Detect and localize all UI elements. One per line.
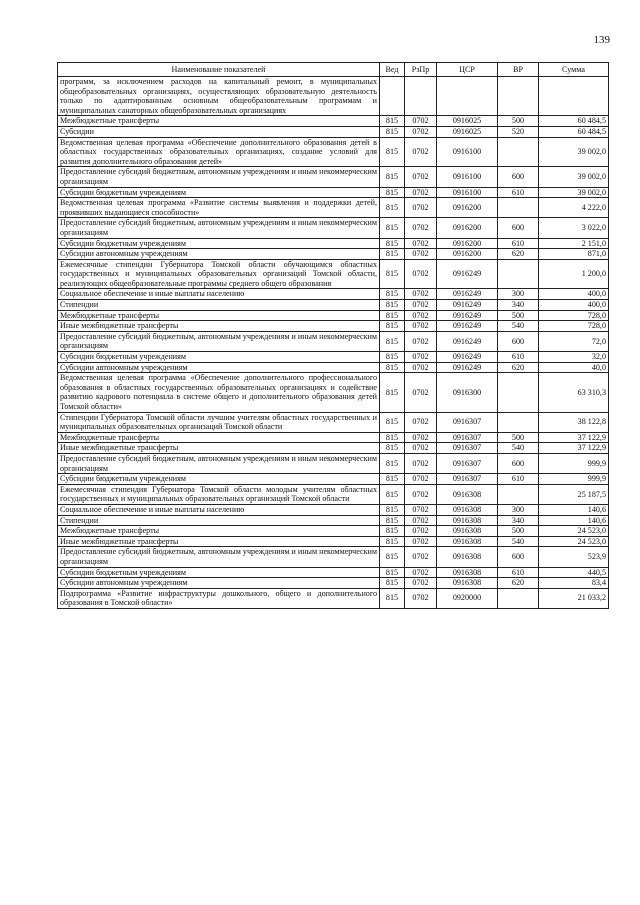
cell-sum: 63 310,3 [539, 373, 609, 412]
table-row [58, 126, 609, 137]
cell-ved: 815 [380, 198, 405, 218]
table-row [58, 515, 609, 526]
cell-rzpr: 0702 [405, 126, 437, 137]
cell-sum: 140,6 [539, 515, 609, 526]
table-row [58, 588, 609, 608]
cell-vr: 340 [498, 300, 539, 311]
cell-vr: 610 [498, 567, 539, 578]
cell-ved [380, 77, 405, 116]
cell-name: Стипендии Губернатора Томской области лучшим учителям областных государственных и муниципальных образовательных организаций Томской области [58, 412, 380, 432]
cell-sum: 728,0 [539, 321, 609, 332]
cell-rzpr: 0702 [405, 249, 437, 260]
cell-rzpr: 0702 [405, 289, 437, 300]
cell-rzpr: 0702 [405, 474, 437, 485]
cell-sum: 25 187,5 [539, 484, 609, 504]
cell-vr [498, 373, 539, 412]
table-row [58, 373, 609, 412]
cell-vr: 540 [498, 536, 539, 547]
cell-ved: 815 [380, 443, 405, 454]
table-row [58, 352, 609, 363]
cell-rzpr: 0702 [405, 526, 437, 537]
cell-name: Предоставление субсидий бюджетным, автономным учреждениям и иным некоммерческим организациям [58, 453, 380, 473]
cell-csr: 0916025 [437, 116, 498, 127]
cell-vr [498, 137, 539, 167]
cell-rzpr: 0702 [405, 588, 437, 608]
cell-ved: 815 [380, 116, 405, 127]
cell-rzpr: 0702 [405, 484, 437, 504]
cell-sum: 2 151,0 [539, 238, 609, 249]
table-body [58, 77, 609, 609]
cell-csr: 0916249 [437, 310, 498, 321]
cell-csr: 0916308 [437, 536, 498, 547]
cell-name: Межбюджетные трансферты [58, 432, 380, 443]
cell-sum: 21 033,2 [539, 588, 609, 608]
table-row [58, 218, 609, 238]
cell-name: Субсидии бюджетным учреждениям [58, 187, 380, 198]
budget-table [57, 62, 609, 609]
cell-name: Межбюджетные трансферты [58, 526, 380, 537]
cell-rzpr: 0702 [405, 515, 437, 526]
cell-rzpr: 0702 [405, 443, 437, 454]
cell-ved: 815 [380, 515, 405, 526]
cell-name: Иные межбюджетные трансферты [58, 536, 380, 547]
header-csr: ЦСР [437, 63, 498, 77]
cell-vr: 500 [498, 526, 539, 537]
table-row [58, 321, 609, 332]
cell-csr: 0916100 [437, 187, 498, 198]
table-row [58, 137, 609, 167]
cell-rzpr: 0702 [405, 432, 437, 443]
cell-name: Предоставление субсидий бюджетным, автономным учреждениям и иным некоммерческим организациям [58, 167, 380, 187]
cell-ved: 815 [380, 484, 405, 504]
cell-ved: 815 [380, 567, 405, 578]
cell-csr: 0916100 [437, 137, 498, 167]
cell-sum: 60 484,5 [539, 116, 609, 127]
cell-ved: 815 [380, 331, 405, 351]
table-row [58, 187, 609, 198]
cell-sum: 37 122,9 [539, 443, 609, 454]
cell-sum: 32,0 [539, 352, 609, 363]
cell-name: Субсидии автономным учреждениям [58, 249, 380, 260]
table-row [58, 526, 609, 537]
cell-csr: 0916308 [437, 515, 498, 526]
cell-csr [437, 77, 498, 116]
cell-vr: 600 [498, 218, 539, 238]
cell-vr [498, 198, 539, 218]
cell-ved: 815 [380, 310, 405, 321]
cell-name: Субсидии бюджетным учреждениям [58, 238, 380, 249]
table-row [58, 331, 609, 351]
table-row [58, 198, 609, 218]
table-row [58, 77, 609, 116]
cell-csr: 0916300 [437, 373, 498, 412]
cell-sum: 400,0 [539, 300, 609, 311]
cell-sum: 40,0 [539, 362, 609, 373]
table-row [58, 536, 609, 547]
cell-csr: 0916308 [437, 526, 498, 537]
cell-ved: 815 [380, 362, 405, 373]
cell-ved: 815 [380, 588, 405, 608]
table-row [58, 259, 609, 289]
cell-csr: 0916200 [437, 238, 498, 249]
cell-csr: 0916025 [437, 126, 498, 137]
table-row [58, 504, 609, 515]
cell-sum: 871,0 [539, 249, 609, 260]
cell-name: Стипендии [58, 300, 380, 311]
cell-sum: 4 222,0 [539, 198, 609, 218]
cell-rzpr: 0702 [405, 504, 437, 515]
cell-sum: 39 002,0 [539, 167, 609, 187]
cell-vr: 540 [498, 443, 539, 454]
cell-vr: 300 [498, 504, 539, 515]
cell-rzpr: 0702 [405, 238, 437, 249]
cell-sum: 140,6 [539, 504, 609, 515]
cell-vr [498, 259, 539, 289]
cell-sum: 3 022,0 [539, 218, 609, 238]
cell-csr: 0916308 [437, 547, 498, 567]
cell-ved: 815 [380, 547, 405, 567]
cell-vr [498, 588, 539, 608]
cell-vr: 340 [498, 515, 539, 526]
cell-ved: 815 [380, 167, 405, 187]
cell-rzpr: 0702 [405, 536, 437, 547]
cell-sum: 728,0 [539, 310, 609, 321]
cell-vr: 600 [498, 331, 539, 351]
cell-csr: 0916249 [437, 331, 498, 351]
cell-rzpr: 0702 [405, 198, 437, 218]
cell-rzpr: 0702 [405, 331, 437, 351]
table-row [58, 116, 609, 127]
cell-vr [498, 77, 539, 116]
cell-rzpr: 0702 [405, 187, 437, 198]
cell-name: Предоставление субсидий бюджетным, автономным учреждениям и иным некоммерческим организациям [58, 331, 380, 351]
cell-rzpr: 0702 [405, 321, 437, 332]
table-row [58, 453, 609, 473]
cell-ved: 815 [380, 578, 405, 589]
cell-name: Ведомственная целевая программа «Развитие системы выявления и поддержки детей, проявивших выдающиеся способности» [58, 198, 380, 218]
cell-csr: 0916200 [437, 198, 498, 218]
cell-sum: 24 523,0 [539, 526, 609, 537]
cell-vr: 620 [498, 362, 539, 373]
cell-csr: 0916307 [437, 432, 498, 443]
cell-csr: 0916249 [437, 289, 498, 300]
header-rzpr: РзПр [405, 63, 437, 77]
table-row [58, 362, 609, 373]
cell-rzpr: 0702 [405, 373, 437, 412]
cell-ved: 815 [380, 432, 405, 443]
cell-vr: 610 [498, 474, 539, 485]
table-row [58, 484, 609, 504]
cell-sum: 60 484,5 [539, 126, 609, 137]
cell-ved: 815 [380, 453, 405, 473]
table-row [58, 474, 609, 485]
table-row [58, 249, 609, 260]
cell-rzpr [405, 77, 437, 116]
cell-sum: 523,9 [539, 547, 609, 567]
cell-vr: 620 [498, 249, 539, 260]
cell-ved: 815 [380, 126, 405, 137]
cell-sum: 1 200,0 [539, 259, 609, 289]
cell-vr: 500 [498, 432, 539, 443]
cell-rzpr: 0702 [405, 412, 437, 432]
cell-sum: 999,9 [539, 453, 609, 473]
cell-vr: 600 [498, 547, 539, 567]
cell-rzpr: 0702 [405, 567, 437, 578]
cell-vr: 540 [498, 321, 539, 332]
cell-sum: 37 122,9 [539, 432, 609, 443]
cell-name: Ежемесячные стипендии Губернатора Томской области обучающимся областных государственных и муниципальных образовательных организаций Томской области, реализующих общеобразовательные программы среднего общего образования [58, 259, 380, 289]
cell-rzpr: 0702 [405, 137, 437, 167]
cell-rzpr: 0702 [405, 352, 437, 363]
cell-rzpr: 0702 [405, 453, 437, 473]
table-row [58, 547, 609, 567]
cell-csr: 0916307 [437, 412, 498, 432]
header-name: Наименование показателей [58, 63, 380, 77]
cell-name: Ведомственная целевая программа «Обеспечение дополнительного профессионального образования в областных государственных образовательных организациях и содействие развитию кадрового потенциала в системе общего и дополнительного образования детей Томской области» [58, 373, 380, 412]
cell-rzpr: 0702 [405, 547, 437, 567]
cell-sum: 24 523,0 [539, 536, 609, 547]
cell-name: Межбюджетные трансферты [58, 116, 380, 127]
cell-sum: 83,4 [539, 578, 609, 589]
cell-csr: 0916249 [437, 259, 498, 289]
table-row [58, 238, 609, 249]
cell-name: Предоставление субсидий бюджетным, автономным учреждениям и иным некоммерческим организациям [58, 547, 380, 567]
cell-name: Ведомственная целевая программа «Обеспечение дополнительного образования детей в областных государственных образовательных организациях, создание условий для развития дополнительного образования детей» [58, 137, 380, 167]
table-row [58, 578, 609, 589]
cell-ved: 815 [380, 187, 405, 198]
cell-name: Субсидии бюджетным учреждениям [58, 567, 380, 578]
cell-csr: 0916200 [437, 249, 498, 260]
table-header-row [58, 63, 609, 77]
cell-ved: 815 [380, 373, 405, 412]
table-row [58, 300, 609, 311]
cell-rzpr: 0702 [405, 362, 437, 373]
cell-ved: 815 [380, 474, 405, 485]
cell-name: Субсидии автономным учреждениям [58, 362, 380, 373]
cell-ved: 815 [380, 238, 405, 249]
cell-vr: 300 [498, 289, 539, 300]
cell-rzpr: 0702 [405, 310, 437, 321]
header-vr: ВР [498, 63, 539, 77]
cell-sum: 38 122,8 [539, 412, 609, 432]
table-row [58, 567, 609, 578]
cell-name: Субсидии бюджетным учреждениям [58, 352, 380, 363]
cell-vr: 600 [498, 167, 539, 187]
cell-rzpr: 0702 [405, 167, 437, 187]
cell-ved: 815 [380, 259, 405, 289]
cell-sum: 72,0 [539, 331, 609, 351]
cell-name: Иные межбюджетные трансферты [58, 443, 380, 454]
cell-ved: 815 [380, 321, 405, 332]
cell-name: Субсидии бюджетным учреждениям [58, 474, 380, 485]
cell-csr: 0916308 [437, 578, 498, 589]
cell-name: Подпрограмма «Развитие инфраструктуры дошкольного, общего и дополнительного образования в Томской области» [58, 588, 380, 608]
cell-sum [539, 77, 609, 116]
cell-name: Социальное обеспечение и иные выплаты населению [58, 504, 380, 515]
page-number: 139 [593, 34, 610, 46]
cell-rzpr: 0702 [405, 259, 437, 289]
cell-ved: 815 [380, 526, 405, 537]
cell-ved: 815 [380, 300, 405, 311]
cell-csr: 0916308 [437, 567, 498, 578]
table-row [58, 443, 609, 454]
cell-name: Субсидии автономным учреждениям [58, 578, 380, 589]
cell-vr: 610 [498, 238, 539, 249]
table-row [58, 412, 609, 432]
table-row [58, 310, 609, 321]
cell-ved: 815 [380, 218, 405, 238]
cell-csr: 0916307 [437, 443, 498, 454]
cell-ved: 815 [380, 412, 405, 432]
cell-csr: 0916200 [437, 218, 498, 238]
cell-name: Предоставление субсидий бюджетным, автономным учреждениям и иным некоммерческим организациям [58, 218, 380, 238]
cell-sum: 400,0 [539, 289, 609, 300]
header-ved: Вед [380, 63, 405, 77]
cell-vr: 620 [498, 578, 539, 589]
cell-ved: 815 [380, 352, 405, 363]
cell-vr [498, 484, 539, 504]
cell-sum: 39 002,0 [539, 187, 609, 198]
cell-csr: 0916249 [437, 362, 498, 373]
cell-csr: 0916307 [437, 474, 498, 485]
cell-csr: 0916249 [437, 352, 498, 363]
cell-sum: 440,5 [539, 567, 609, 578]
table-row [58, 432, 609, 443]
cell-name: Субсидии [58, 126, 380, 137]
table-row [58, 289, 609, 300]
cell-name: Межбюджетные трансферты [58, 310, 380, 321]
cell-csr: 0916249 [437, 321, 498, 332]
cell-vr: 600 [498, 453, 539, 473]
cell-name: программ, за исключением расходов на капитальный ремонт, в муниципальных общеобразовательных организациях, осуществляющих образовательную деятельность только по адаптированным основным общеобразовательным программам и муниципальных санаторных общеобразовательных организациях [58, 77, 380, 116]
cell-csr: 0916249 [437, 300, 498, 311]
header-sum: Сумма [539, 63, 609, 77]
cell-vr [498, 412, 539, 432]
cell-csr: 0916307 [437, 453, 498, 473]
cell-name: Иные межбюджетные трансферты [58, 321, 380, 332]
cell-ved: 815 [380, 289, 405, 300]
cell-sum: 999,9 [539, 474, 609, 485]
cell-csr: 0916308 [437, 504, 498, 515]
table-row [58, 167, 609, 187]
cell-rzpr: 0702 [405, 300, 437, 311]
cell-rzpr: 0702 [405, 218, 437, 238]
cell-vr: 500 [498, 310, 539, 321]
cell-name: Стипендии [58, 515, 380, 526]
cell-csr: 0920000 [437, 588, 498, 608]
cell-ved: 815 [380, 249, 405, 260]
cell-rzpr: 0702 [405, 578, 437, 589]
cell-vr: 520 [498, 126, 539, 137]
cell-vr: 610 [498, 352, 539, 363]
cell-ved: 815 [380, 504, 405, 515]
cell-name: Социальное обеспечение и иные выплаты населению [58, 289, 380, 300]
cell-vr: 500 [498, 116, 539, 127]
cell-csr: 0916308 [437, 484, 498, 504]
cell-ved: 815 [380, 536, 405, 547]
cell-sum: 39 002,0 [539, 137, 609, 167]
cell-vr: 610 [498, 187, 539, 198]
cell-ved: 815 [380, 137, 405, 167]
cell-rzpr: 0702 [405, 116, 437, 127]
cell-name: Ежемесячная стипендия Губернатора Томской области молодым учителям областных государственных и муниципальных образовательных организаций Томской области [58, 484, 380, 504]
cell-csr: 0916100 [437, 167, 498, 187]
